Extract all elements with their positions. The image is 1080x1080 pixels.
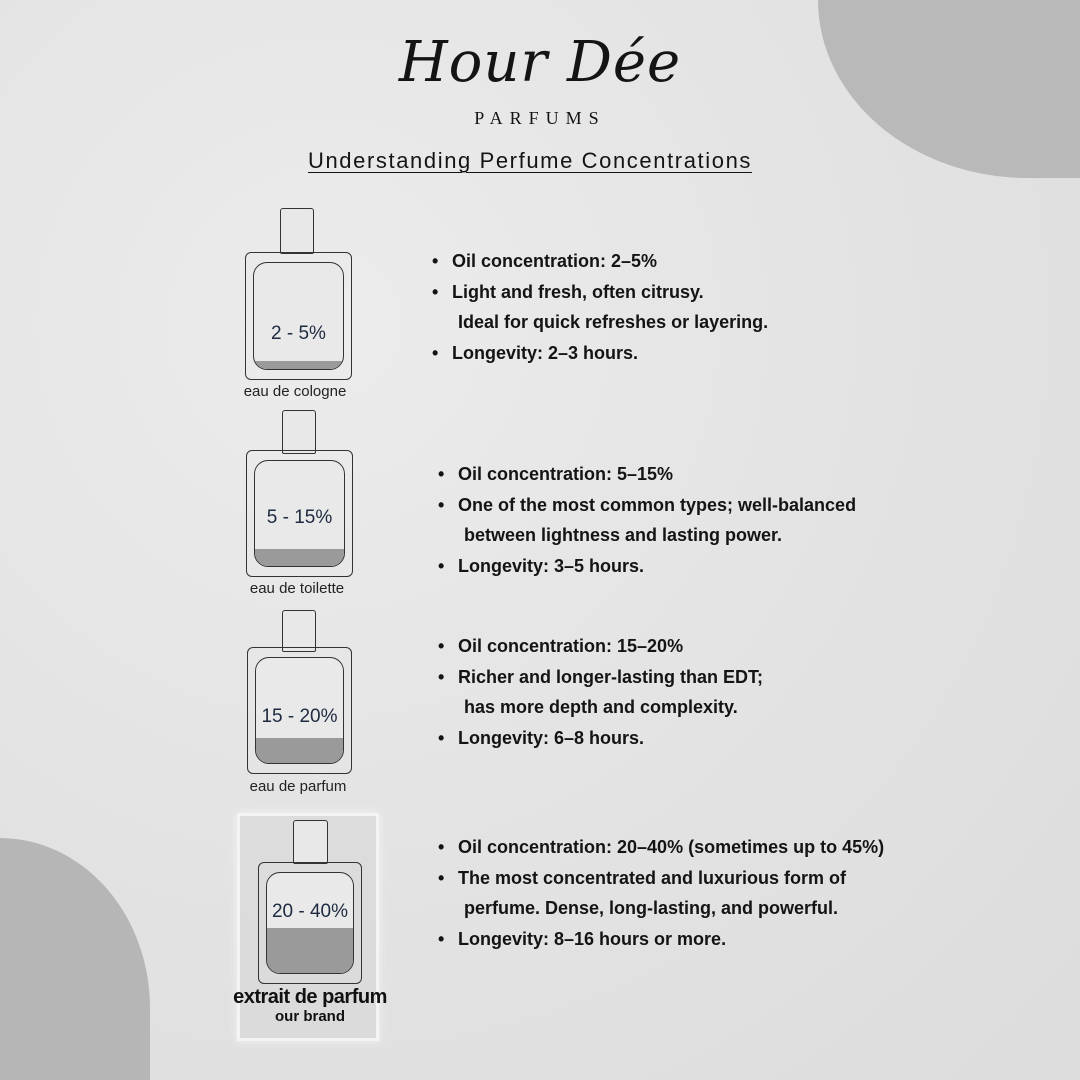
description-bullet: • Longevity: 2–3 hours. (432, 338, 768, 369)
bottle-glass (255, 657, 344, 764)
bottle-fill-level (254, 361, 343, 369)
description-continuation: between lightness and lasting power. (464, 525, 783, 545)
brand-logo: Hour Dée (398, 30, 682, 95)
bottle-fill-level (256, 738, 343, 763)
bottle-type-label: eau de cologne (243, 383, 347, 400)
bottle-body (258, 862, 362, 984)
decorative-blob-bottom-left (0, 838, 150, 1080)
bottle-cap (293, 820, 328, 864)
concentration-percent: 20 - 40% (271, 901, 349, 922)
description-continuation: has more depth and complexity. (464, 697, 738, 717)
concentration-percent: 5 - 15% (266, 507, 333, 528)
description-bullet: • Oil concentration: 20–40% (sometimes up to 45%) (438, 832, 884, 863)
description-bullet: • Longevity: 3–5 hours. (438, 551, 856, 582)
bottle-glass (254, 460, 345, 567)
description-bullet: • One of the most common types; well-balanced (438, 490, 856, 521)
bottle-cap (282, 410, 316, 454)
description-bullet: • Longevity: 6–8 hours. (438, 723, 763, 754)
description-bullet: • Oil concentration: 2–5% (432, 246, 768, 277)
our-brand-label: our brand (275, 1008, 345, 1025)
bottle-type-label: extrait de parfum (233, 986, 387, 1008)
description-list (432, 246, 768, 368)
bottle-body (245, 252, 352, 380)
description-list (438, 832, 884, 954)
description-bullet: • Light and fresh, often citrusy. (432, 277, 768, 308)
description-continuation: perfume. Dense, long-lasting, and powerful. (464, 898, 839, 918)
bottle-fill-level (267, 928, 353, 973)
bottle-body (247, 647, 352, 774)
bottle-glass (253, 262, 344, 370)
page-title: Understanding Perfume Concentrations (307, 148, 753, 173)
bottle-glass (266, 872, 354, 974)
bottle-fill-level (255, 549, 344, 566)
bottle-type-label: eau de toilette (249, 580, 345, 597)
concentration-percent: 15 - 20% (261, 706, 338, 727)
bottle-body (246, 450, 353, 577)
description-bullet: • The most concentrated and luxurious form of (438, 863, 884, 894)
bottle-cap (282, 610, 316, 652)
description-continuation: Ideal for quick refreshes or layering. (458, 312, 769, 332)
description-bullet: • Oil concentration: 15–20% (438, 631, 763, 662)
description-bullet: • Oil concentration: 5–15% (438, 459, 856, 490)
description-list (438, 631, 763, 753)
description-bullet: • Richer and longer-lasting than EDT; (438, 662, 763, 693)
concentration-percent: 2 - 5% (271, 323, 326, 344)
bottle-type-label: eau de parfum (249, 778, 347, 795)
bottle-cap (280, 208, 314, 254)
description-bullet: • Longevity: 8–16 hours or more. (438, 924, 884, 955)
description-list (438, 459, 856, 581)
brand-subtitle: PARFUMS (474, 108, 606, 128)
